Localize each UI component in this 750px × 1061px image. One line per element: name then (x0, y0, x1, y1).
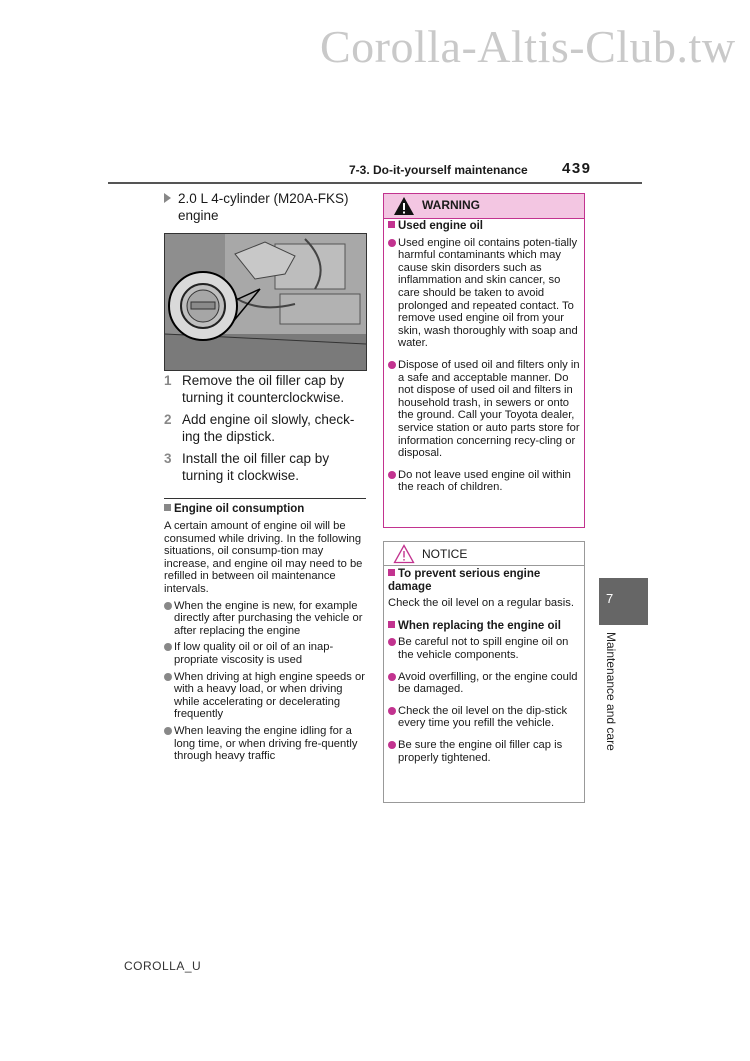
warning-triangle-icon (393, 196, 415, 216)
step-item (164, 450, 364, 484)
list-item (164, 671, 366, 721)
bullet-dot-icon (388, 638, 396, 646)
step-list (164, 372, 364, 489)
list-item-text: When leaving the engine idling for a long time, or when driving fre-quently through heavy traffic (174, 724, 358, 763)
warning-section-title (388, 220, 580, 233)
bullet-dot-icon (388, 673, 396, 681)
square-bullet-icon (388, 221, 395, 228)
notice-label: NOTICE (422, 547, 468, 561)
list-item-text: When the engine is new, for example directly after purchasing the vehicle or after replacing the engine (174, 599, 363, 637)
step-text: Remove the oil filler cap by turning it counterclockwise. (182, 373, 345, 405)
step-text: Install the oil filler cap by turning it clockwise. (182, 451, 330, 483)
list-item-text: Dispose of used oil and filters only in a safe and acceptable manner. Do not dispose of used oil and filters in household trash, in sewers or onto the ground. Call your Toyota dealer, service station or auto parts store for information concerning recy-cling or disposal. (398, 358, 580, 460)
bullet-dot-icon (164, 673, 172, 681)
list-item (388, 237, 580, 350)
list-item (388, 739, 580, 764)
watermark: Corolla-Altis-Club.tw (320, 21, 736, 72)
warning-section-title-text: Used engine oil (398, 220, 483, 232)
list-item (164, 641, 366, 666)
list-item-text: Used engine oil contains poten-tially harmful contaminants which may cause skin disorders such as inflammation and skin cancer, so care should be taken to avoid prolonged and repeated contact. To remove used engine oil from your skin, wash thoroughly with soap and water. (398, 236, 578, 350)
notice-content (388, 568, 580, 764)
warning-list (388, 237, 580, 494)
bullet-dot-icon (164, 602, 172, 610)
step-number: 1 (164, 373, 172, 388)
consumption-title (164, 503, 304, 515)
list-item (164, 600, 366, 638)
section-title: 7-3. Do-it-yourself maintenance (349, 163, 528, 177)
bullet-dot-icon (388, 361, 396, 369)
section-rule (164, 498, 366, 499)
square-bullet-icon (388, 621, 395, 628)
notice-box (383, 541, 585, 803)
engine-bay-drawing (165, 234, 366, 370)
footer-label: COROLLA_U (124, 959, 202, 973)
list-item (388, 469, 580, 494)
header-rule (108, 182, 642, 184)
list-item-text: If low quality oil or oil of an inap-propriate viscosity is used (174, 641, 334, 666)
bullet-dot-icon (164, 643, 172, 651)
list-item-text: When driving at high engine speeds or with a heavy load, or when driving while accelerating or decelerating frequently (174, 670, 365, 721)
consumption-list (164, 600, 366, 763)
step-item (164, 411, 364, 445)
warning-content (388, 220, 580, 494)
list-item-text: Be careful not to spill engine oil on the vehicle components. (398, 636, 569, 661)
page-number: 439 (562, 160, 592, 177)
square-bullet-icon (164, 504, 171, 511)
square-bullet-icon (388, 569, 395, 576)
consumption-section (164, 520, 366, 763)
notice-section1-text: Check the oil level on a regular basis. (388, 597, 574, 610)
step-number: 2 (164, 412, 172, 427)
notice-section1-title (388, 568, 580, 593)
chapter-label: Maintenance and care (604, 632, 618, 751)
list-item (388, 359, 580, 460)
list-item (388, 705, 580, 730)
triangle-bullet-icon (164, 193, 171, 203)
warning-box (383, 193, 585, 528)
notice-section1-title-text: To prevent serious engine damage (388, 568, 541, 593)
chapter-number: 7 (606, 591, 614, 606)
notice-section2-title (388, 620, 580, 633)
list-item-text: Do not leave used engine oil within the reach of children. (398, 468, 571, 494)
list-item-text: Be sure the engine oil filler cap is properly tightened. (398, 738, 563, 764)
engine-label: 2.0 L 4-cylinder (M20A-FKS) engine (178, 191, 349, 223)
bullet-dot-icon (388, 707, 396, 715)
step-number: 3 (164, 451, 172, 466)
warning-label: WARNING (422, 198, 480, 212)
bullet-dot-icon (164, 727, 172, 735)
notice-triangle-icon (393, 544, 415, 564)
list-item (164, 725, 366, 763)
list-item-text: Check the oil level on the dip-stick every time you refill the vehicle. (398, 704, 568, 730)
bullet-dot-icon (388, 741, 396, 749)
list-item (388, 636, 580, 661)
list-item-text: Avoid overfilling, or the engine could be damaged. (398, 670, 578, 696)
engine-heading (164, 190, 364, 224)
notice-section2-title-text: When replacing the engine oil (398, 619, 561, 632)
bullet-dot-icon (388, 239, 396, 247)
notice-list (388, 636, 580, 764)
step-text: Add engine oil slowly, check-ing the dipstick. (182, 412, 355, 444)
list-item (388, 671, 580, 696)
step-item (164, 372, 364, 406)
notice-header (384, 542, 584, 566)
engine-illustration (164, 233, 367, 371)
warning-header (384, 194, 584, 219)
consumption-intro: A certain amount of engine oil will be consumed while driving. In the following situations, oil consump-tion may increase, and engine oil may need to be refilled in between oil maintenance intervals. (164, 520, 363, 595)
consumption-title-text: Engine oil consumption (174, 503, 305, 515)
bullet-dot-icon (388, 471, 396, 479)
chapter-tab[interactable] (599, 578, 648, 625)
